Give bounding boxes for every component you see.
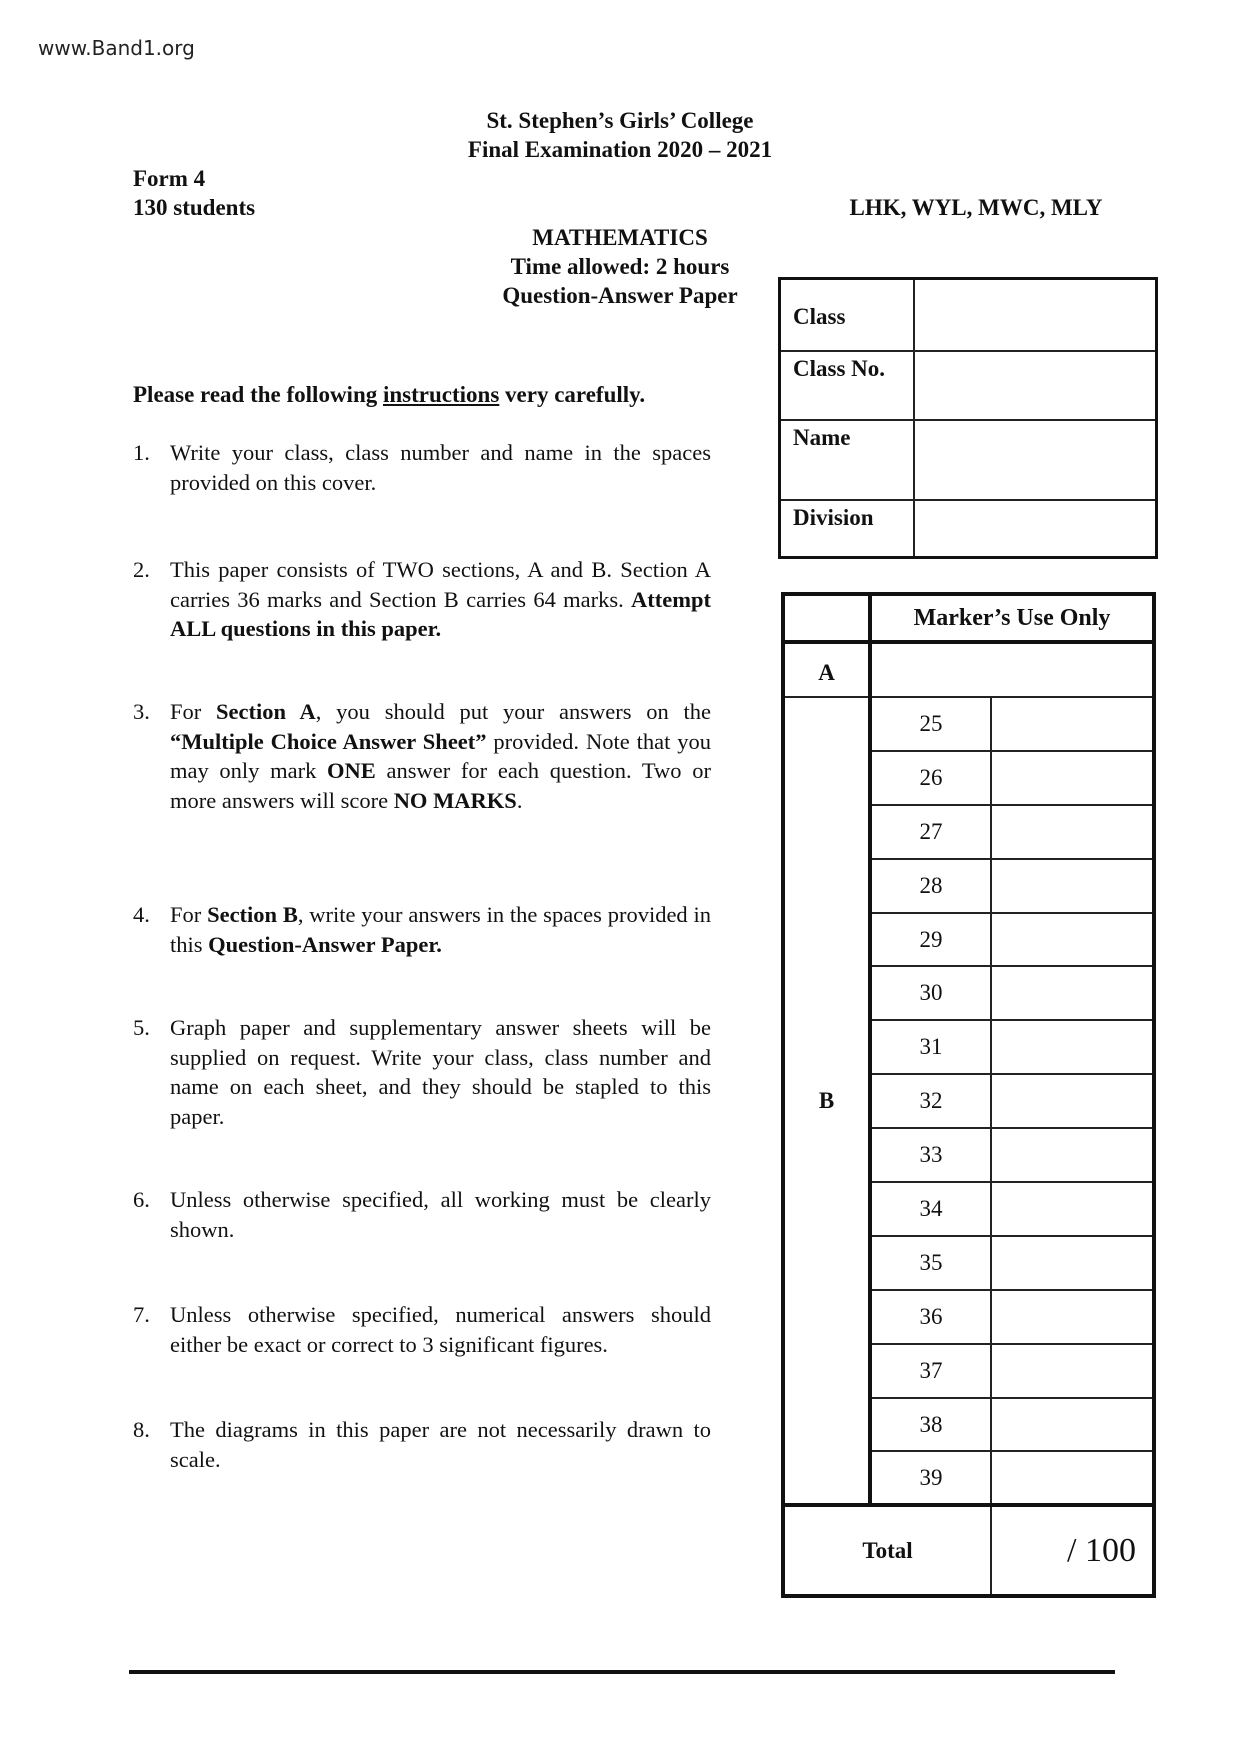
instructions-heading (133, 380, 645, 410)
heading-underlined: instructions (383, 382, 500, 407)
total-score[interactable]: / 100 (991, 1505, 1154, 1596)
info-row-class-no (780, 351, 1157, 420)
class-field[interactable] (914, 279, 1157, 351)
question-number: 30 (870, 966, 991, 1020)
question-number: 32 (870, 1074, 991, 1128)
instruction-item (133, 1185, 711, 1244)
instruction-fragment: Unless otherwise specified, all working must be clearly shown. (170, 1187, 711, 1242)
instruction-text (170, 1415, 711, 1474)
instruction-emphasis: Section A (216, 699, 316, 724)
instruction-number: 3. (133, 699, 150, 724)
instruction-fragment: . (516, 787, 523, 813)
instruction-item (133, 1415, 711, 1474)
question-score[interactable] (991, 1074, 1154, 1128)
watermark: www.Band1.org (38, 36, 195, 60)
question-number: 39 (870, 1451, 991, 1505)
instruction-text (170, 555, 711, 644)
name-field[interactable] (914, 420, 1157, 500)
instruction-fragment: answer for each question. Two or more answers will score (170, 758, 711, 813)
section-b-label: B (783, 697, 870, 1505)
bottom-rule (129, 1670, 1115, 1674)
question-score[interactable] (991, 913, 1154, 967)
info-label: Division (780, 500, 915, 558)
marker-corner (783, 594, 870, 642)
question-score[interactable] (991, 1020, 1154, 1074)
instruction-number: 8. (133, 1417, 150, 1442)
instruction-item (133, 555, 711, 644)
question-number: 38 (870, 1398, 991, 1452)
instruction-number: 4. (133, 902, 150, 927)
instruction-number: 7. (133, 1302, 150, 1327)
instruction-fragment: Unless otherwise specified, numerical answers should either be exact or correct to 3 significant figures. (170, 1302, 711, 1357)
question-number: 34 (870, 1182, 991, 1236)
instruction-text (170, 438, 711, 497)
question-score[interactable] (991, 1344, 1154, 1398)
question-row (783, 697, 1154, 751)
question-number: 35 (870, 1236, 991, 1290)
info-label: Class (780, 279, 915, 351)
instruction-emphasis: NO MARKS (393, 787, 517, 813)
instruction-fragment: This paper consists of TWO sections, A and B. Section A carries 36 marks and Section B carries 64 marks. (170, 557, 711, 612)
marker-header-row (783, 594, 1154, 642)
section-a-label: A (783, 642, 870, 697)
instruction-item (133, 1013, 711, 1131)
instruction-text (170, 1013, 711, 1131)
question-score[interactable] (991, 966, 1154, 1020)
division-field[interactable] (914, 500, 1157, 558)
instruction-fragment: Graph paper and supplementary answer sheets will be supplied on request. Write your class, class number and name on each sheet, and they should be stapled to this paper. (170, 1015, 711, 1129)
instruction-number: 2. (133, 557, 150, 582)
time-allowed: Time allowed: 2 hours (510, 254, 730, 279)
info-row-division (780, 500, 1157, 558)
instruction-fragment: , write your answers in the spaces provided in this (170, 902, 711, 957)
instruction-text (170, 697, 711, 815)
info-row-name (780, 420, 1157, 500)
instruction-item (133, 900, 711, 959)
question-number: 37 (870, 1344, 991, 1398)
question-score[interactable] (991, 697, 1154, 751)
instruction-emphasis: Section B (207, 902, 298, 927)
question-score[interactable] (991, 1236, 1154, 1290)
question-score[interactable] (991, 1182, 1154, 1236)
instruction-fragment: provided. Note that you may only mark (170, 728, 711, 783)
instruction-number: 6. (133, 1187, 150, 1212)
total-label: Total (783, 1505, 991, 1596)
instruction-fragment: For (170, 902, 208, 927)
question-score[interactable] (991, 1398, 1154, 1452)
question-number: 29 (870, 913, 991, 967)
question-number: 25 (870, 697, 991, 751)
instruction-number: 1. (133, 440, 150, 465)
heading-text: Please read the following (133, 382, 383, 407)
instruction-item (133, 438, 711, 497)
question-number: 31 (870, 1020, 991, 1074)
instruction-item (133, 697, 711, 815)
info-row-class (780, 279, 1157, 351)
exam-title: Final Examination 2020 – 2021 (467, 137, 773, 162)
subject: MATHEMATICS (532, 225, 708, 250)
question-number: 26 (870, 751, 991, 805)
question-number: 28 (870, 859, 991, 913)
heading-text-end: very carefully. (499, 382, 646, 407)
info-label: Class No. (780, 351, 915, 420)
section-a-score[interactable] (870, 642, 1154, 697)
section-a-row (783, 642, 1154, 697)
instruction-emphasis: Attempt ALL questions in this paper. (170, 586, 711, 641)
total-row (783, 1505, 1154, 1596)
students-count: 130 students (133, 195, 256, 220)
question-number: 33 (870, 1128, 991, 1182)
instruction-fragment: , you should put your answers on the (315, 699, 711, 724)
instruction-text (170, 1300, 711, 1359)
instruction-number: 5. (133, 1015, 150, 1040)
instruction-text (170, 900, 711, 959)
instruction-emphasis: “Multiple Choice Answer Sheet” (170, 728, 487, 754)
instruction-fragment: The diagrams in this paper are not necessarily drawn to scale. (170, 1417, 711, 1472)
school-name: St. Stephen’s Girls’ College (486, 108, 754, 133)
marker-title: Marker’s Use Only (870, 594, 1154, 642)
question-number: 27 (870, 805, 991, 859)
teachers: LHK, WYL, MWC, MLY (849, 195, 1103, 220)
instruction-fragment: Write your class, class number and name in the spaces provided on this cover. (170, 440, 711, 495)
question-number: 36 (870, 1290, 991, 1344)
question-score[interactable] (991, 1451, 1154, 1505)
info-label: Name (780, 420, 915, 500)
paper-type: Question-Answer Paper (502, 283, 738, 308)
class-no-field[interactable] (914, 351, 1157, 420)
instruction-emphasis: ONE (327, 758, 376, 783)
question-score[interactable] (991, 1128, 1154, 1182)
question-score[interactable] (991, 1290, 1154, 1344)
question-score[interactable] (991, 751, 1154, 805)
instruction-emphasis: Question-Answer Paper. (208, 931, 442, 957)
question-score[interactable] (991, 859, 1154, 913)
instruction-text (170, 1185, 711, 1244)
question-score[interactable] (991, 805, 1154, 859)
form-label: Form 4 (133, 166, 206, 191)
instruction-item (133, 1300, 711, 1359)
marker-table (781, 592, 1156, 1598)
instruction-fragment: For (170, 699, 217, 724)
student-info-table (778, 277, 1158, 559)
